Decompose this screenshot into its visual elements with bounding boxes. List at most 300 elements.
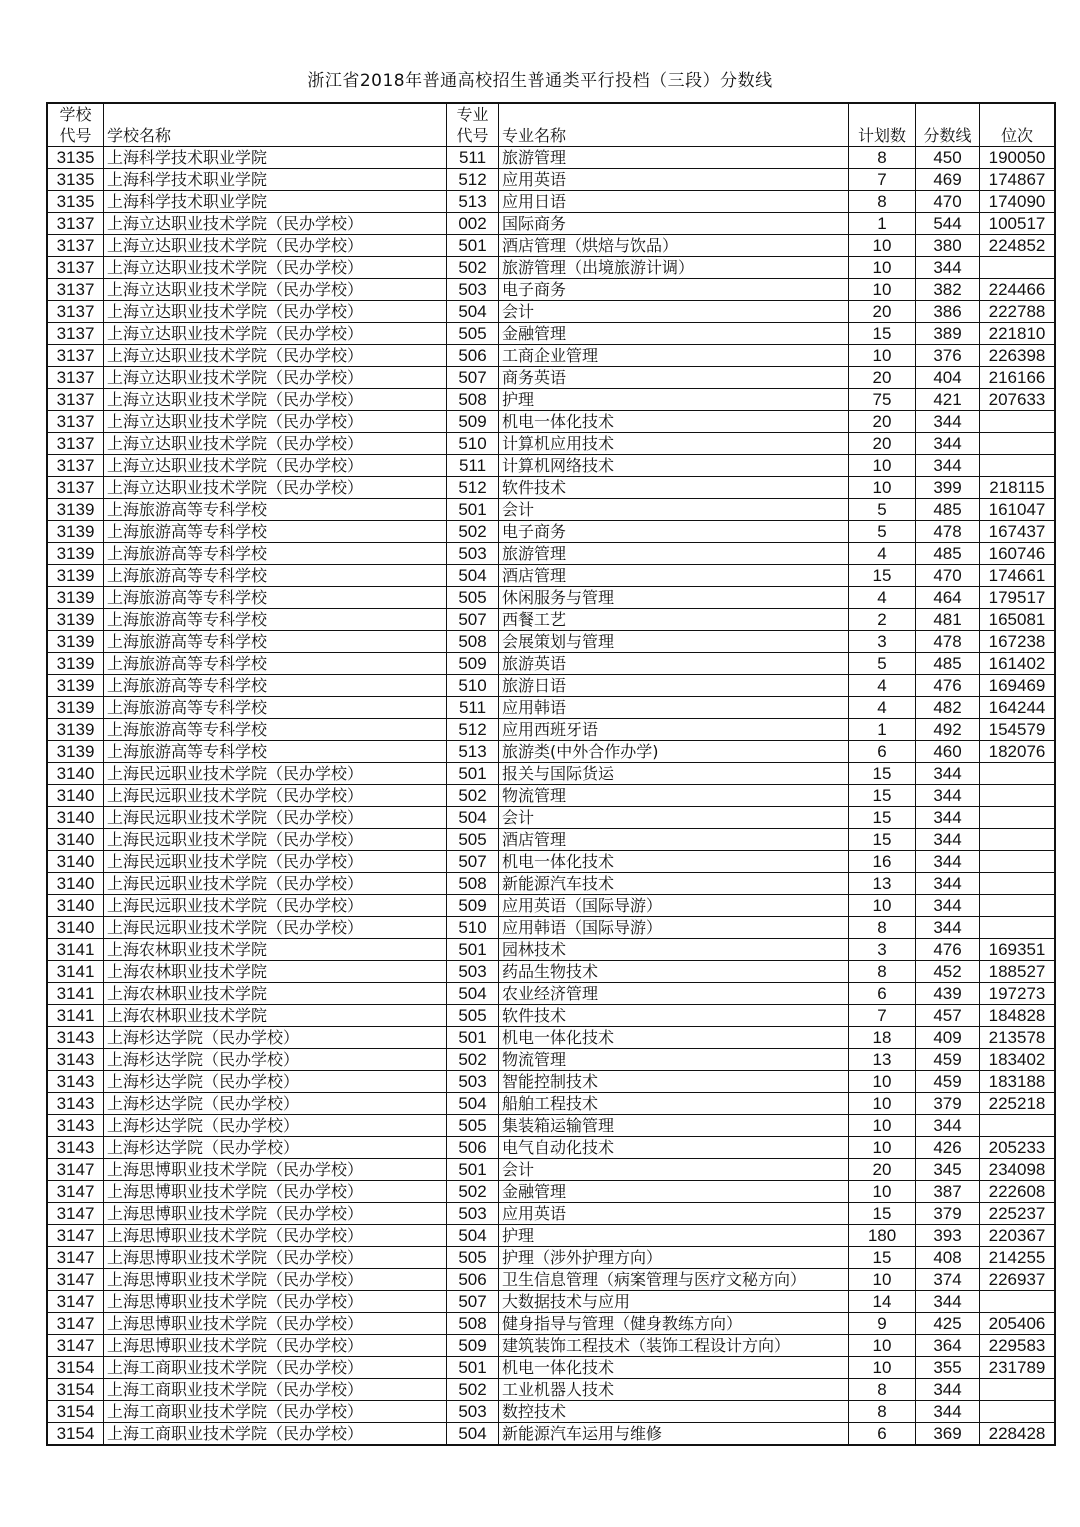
rank-cell [980,1379,1056,1401]
plan-count-cell: 6 [849,741,916,763]
school-name-cell: 上海杉达学院（民办学校） [104,1027,447,1049]
score-line-cell: 485 [916,543,980,565]
major-code-cell: 502 [447,1181,499,1203]
score-line-cell: 344 [916,1401,980,1423]
plan-count-cell: 15 [849,807,916,829]
plan-count-cell: 3 [849,631,916,653]
school-code-cell: 3141 [47,1005,104,1027]
major-code-cell: 510 [447,675,499,697]
major-code-cell: 503 [447,279,499,301]
score-line-cell: 369 [916,1423,980,1446]
major-name-cell: 物流管理 [499,1049,849,1071]
school-name-cell: 上海民远职业技术学院（民办学校） [104,851,447,873]
score-line-cell: 478 [916,631,980,653]
school-code-cell: 3140 [47,763,104,785]
plan-count-cell: 8 [849,147,916,169]
school-name-cell: 上海思博职业技术学院（民办学校） [104,1247,447,1269]
school-name-cell: 上海旅游高等专科学校 [104,521,447,543]
rank-cell: 188527 [980,961,1056,983]
rank-cell: 214255 [980,1247,1056,1269]
major-code-cell: 509 [447,1335,499,1357]
rank-cell: 216166 [980,367,1056,389]
plan-count-cell: 15 [849,323,916,345]
table-row [47,169,1055,191]
school-name-cell: 上海科学技术职业学院 [104,191,447,213]
rank-cell: 169351 [980,939,1056,961]
rank-cell [980,807,1056,829]
school-name-cell: 上海旅游高等专科学校 [104,543,447,565]
score-line-cell: 460 [916,741,980,763]
rank-cell: 100517 [980,213,1056,235]
header-major-code-line1: 专业 [456,105,489,124]
score-line-cell: 344 [916,807,980,829]
school-name-cell: 上海民远职业技术学院（民办学校） [104,763,447,785]
school-name-cell: 上海立达职业技术学院（民办学校） [104,323,447,345]
school-code-cell: 3143 [47,1049,104,1071]
school-name-cell: 上海立达职业技术学院（民办学校） [104,477,447,499]
plan-count-cell: 9 [849,1313,916,1335]
school-name-cell: 上海工商职业技术学院（民办学校） [104,1357,447,1379]
rank-cell: 165081 [980,609,1056,631]
table-row [47,1225,1055,1247]
major-code-cell: 501 [447,235,499,257]
table-row [47,191,1055,213]
school-name-cell: 上海立达职业技术学院（民办学校） [104,433,447,455]
rank-cell [980,1401,1056,1423]
major-name-cell: 物流管理 [499,785,849,807]
school-code-cell: 3147 [47,1247,104,1269]
major-code-cell: 505 [447,1115,499,1137]
header-plan: 计划数 [849,103,916,147]
rank-cell: 225237 [980,1203,1056,1225]
score-line-cell: 476 [916,939,980,961]
school-code-cell: 3147 [47,1291,104,1313]
header-school-code-line2: 代号 [59,126,92,145]
major-code-cell: 511 [447,697,499,719]
table-row [47,411,1055,433]
rank-cell: 160746 [980,543,1056,565]
major-name-cell: 旅游管理（出境旅游计调） [499,257,849,279]
school-name-cell: 上海杉达学院（民办学校） [104,1049,447,1071]
score-line-cell: 485 [916,653,980,675]
score-line-cell: 386 [916,301,980,323]
header-major-code [447,103,499,147]
major-name-cell: 机电一体化技术 [499,1027,849,1049]
major-code-cell: 512 [447,719,499,741]
table-row [47,807,1055,829]
major-name-cell: 酒店管理 [499,829,849,851]
school-code-cell: 3137 [47,367,104,389]
school-code-cell: 3143 [47,1071,104,1093]
rank-cell: 228428 [980,1423,1056,1446]
school-code-cell: 3137 [47,301,104,323]
major-name-cell: 应用日语 [499,191,849,213]
major-name-cell: 旅游英语 [499,653,849,675]
school-code-cell: 3137 [47,389,104,411]
plan-count-cell: 15 [849,785,916,807]
rank-cell: 229583 [980,1335,1056,1357]
major-name-cell: 智能控制技术 [499,1071,849,1093]
major-name-cell: 金融管理 [499,1181,849,1203]
school-name-cell: 上海旅游高等专科学校 [104,499,447,521]
major-code-cell: 505 [447,587,499,609]
school-name-cell: 上海民远职业技术学院（民办学校） [104,917,447,939]
table-row [47,279,1055,301]
score-line-cell: 344 [916,851,980,873]
plan-count-cell: 10 [849,1181,916,1203]
school-name-cell: 上海杉达学院（民办学校） [104,1071,447,1093]
school-code-cell: 3137 [47,257,104,279]
school-name-cell: 上海思博职业技术学院（民办学校） [104,1181,447,1203]
school-code-cell: 3140 [47,785,104,807]
table-row [47,1071,1055,1093]
table-row [47,477,1055,499]
table-row [47,653,1055,675]
major-name-cell: 旅游管理 [499,543,849,565]
school-code-cell: 3147 [47,1335,104,1357]
plan-count-cell: 75 [849,389,916,411]
major-code-cell: 501 [447,1357,499,1379]
school-name-cell: 上海农林职业技术学院 [104,939,447,961]
score-line-cell: 478 [916,521,980,543]
school-name-cell: 上海民远职业技术学院（民办学校） [104,873,447,895]
school-code-cell: 3139 [47,741,104,763]
plan-count-cell: 20 [849,1159,916,1181]
major-code-cell: 505 [447,1247,499,1269]
rank-cell [980,895,1056,917]
score-line-cell: 344 [916,1379,980,1401]
school-code-cell: 3143 [47,1115,104,1137]
major-name-cell: 园林技术 [499,939,849,961]
major-code-cell: 502 [447,1049,499,1071]
plan-count-cell: 20 [849,301,916,323]
plan-count-cell: 7 [849,1005,916,1027]
rank-cell [980,433,1056,455]
school-name-cell: 上海立达职业技术学院（民办学校） [104,279,447,301]
major-name-cell: 计算机应用技术 [499,433,849,455]
plan-count-cell: 10 [849,895,916,917]
school-code-cell: 3137 [47,455,104,477]
score-line-cell: 485 [916,499,980,521]
school-name-cell: 上海旅游高等专科学校 [104,587,447,609]
major-name-cell: 西餐工艺 [499,609,849,631]
major-name-cell: 国际商务 [499,213,849,235]
major-code-cell: 509 [447,895,499,917]
rank-cell: 226398 [980,345,1056,367]
table-row [47,1357,1055,1379]
plan-count-cell: 6 [849,1423,916,1446]
major-code-cell: 501 [447,1159,499,1181]
major-name-cell: 电子商务 [499,521,849,543]
score-line-cell: 481 [916,609,980,631]
school-code-cell: 3141 [47,983,104,1005]
plan-count-cell: 5 [849,499,916,521]
school-code-cell: 3137 [47,213,104,235]
major-code-cell: 508 [447,1313,499,1335]
school-name-cell: 上海工商职业技术学院（民办学校） [104,1379,447,1401]
table-row [47,1159,1055,1181]
school-name-cell: 上海杉达学院（民办学校） [104,1093,447,1115]
major-code-cell: 502 [447,521,499,543]
rank-cell: 164244 [980,697,1056,719]
plan-count-cell: 10 [849,477,916,499]
rank-cell: 234098 [980,1159,1056,1181]
rank-cell: 222608 [980,1181,1056,1203]
major-code-cell: 508 [447,389,499,411]
table-row [47,873,1055,895]
major-code-cell: 504 [447,983,499,1005]
table-row [47,543,1055,565]
school-name-cell: 上海思博职业技术学院（民办学校） [104,1159,447,1181]
score-line-cell: 425 [916,1313,980,1335]
plan-count-cell: 8 [849,191,916,213]
school-code-cell: 3147 [47,1181,104,1203]
school-name-cell: 上海思博职业技术学院（民办学校） [104,1225,447,1247]
rank-cell [980,257,1056,279]
table-row [47,1313,1055,1335]
school-name-cell: 上海立达职业技术学院（民办学校） [104,345,447,367]
table-row [47,1027,1055,1049]
major-code-cell: 506 [447,345,499,367]
major-code-cell: 512 [447,477,499,499]
plan-count-cell: 10 [849,1357,916,1379]
header-school-name: 学校名称 [104,103,447,147]
table-row [47,257,1055,279]
rank-cell [980,1115,1056,1137]
major-code-cell: 502 [447,785,499,807]
score-line-cell: 387 [916,1181,980,1203]
school-name-cell: 上海工商职业技术学院（民办学校） [104,1423,447,1446]
plan-count-cell: 15 [849,565,916,587]
table-row [47,631,1055,653]
rank-cell [980,917,1056,939]
plan-count-cell: 10 [849,455,916,477]
major-name-cell: 软件技术 [499,1005,849,1027]
score-line-cell: 355 [916,1357,980,1379]
plan-count-cell: 20 [849,433,916,455]
rank-cell: 205406 [980,1313,1056,1335]
major-name-cell: 休闲服务与管理 [499,587,849,609]
major-code-cell: 503 [447,1071,499,1093]
school-code-cell: 3137 [47,279,104,301]
table-header-row [47,103,1055,147]
rank-cell [980,1291,1056,1313]
school-name-cell: 上海旅游高等专科学校 [104,675,447,697]
plan-count-cell: 180 [849,1225,916,1247]
table-row [47,1115,1055,1137]
admission-score-table [46,102,1056,1446]
rank-cell [980,785,1056,807]
header-rank: 位次 [980,103,1056,147]
school-name-cell: 上海旅游高等专科学校 [104,741,447,763]
plan-count-cell: 5 [849,653,916,675]
score-line-cell: 389 [916,323,980,345]
major-name-cell: 会计 [499,301,849,323]
plan-count-cell: 10 [849,1115,916,1137]
score-line-cell: 404 [916,367,980,389]
plan-count-cell: 14 [849,1291,916,1313]
school-name-cell: 上海旅游高等专科学校 [104,609,447,631]
school-code-cell: 3137 [47,477,104,499]
school-code-cell: 3141 [47,939,104,961]
plan-count-cell: 13 [849,873,916,895]
score-line-cell: 459 [916,1071,980,1093]
table-row [47,301,1055,323]
school-name-cell: 上海民远职业技术学院（民办学校） [104,895,447,917]
table-row [47,1379,1055,1401]
rank-cell [980,411,1056,433]
major-code-cell: 501 [447,763,499,785]
plan-count-cell: 8 [849,917,916,939]
plan-count-cell: 20 [849,411,916,433]
score-line-cell: 344 [916,455,980,477]
major-code-cell: 507 [447,1291,499,1313]
major-code-cell: 507 [447,609,499,631]
rank-cell [980,873,1056,895]
major-code-cell: 504 [447,1225,499,1247]
score-line-cell: 344 [916,785,980,807]
school-name-cell: 上海农林职业技术学院 [104,1005,447,1027]
plan-count-cell: 1 [849,719,916,741]
plan-count-cell: 10 [849,235,916,257]
major-code-cell: 002 [447,213,499,235]
school-name-cell: 上海立达职业技术学院（民办学校） [104,257,447,279]
school-code-cell: 3154 [47,1401,104,1423]
school-code-cell: 3139 [47,565,104,587]
table-row [47,675,1055,697]
plan-count-cell: 8 [849,1379,916,1401]
major-code-cell: 510 [447,433,499,455]
table-row [47,521,1055,543]
school-code-cell: 3140 [47,873,104,895]
plan-count-cell: 18 [849,1027,916,1049]
header-major-name: 专业名称 [499,103,849,147]
score-line-cell: 421 [916,389,980,411]
major-name-cell: 应用英语（国际导游） [499,895,849,917]
major-code-cell: 503 [447,1401,499,1423]
school-code-cell: 3140 [47,895,104,917]
school-code-cell: 3140 [47,917,104,939]
school-code-cell: 3140 [47,851,104,873]
major-name-cell: 农业经济管理 [499,983,849,1005]
school-code-cell: 3147 [47,1225,104,1247]
plan-count-cell: 15 [849,1203,916,1225]
table-row [47,455,1055,477]
major-code-cell: 504 [447,301,499,323]
major-name-cell: 建筑装饰工程技术（装饰工程设计方向） [499,1335,849,1357]
school-code-cell: 3139 [47,719,104,741]
rank-cell: 161047 [980,499,1056,521]
score-line-cell: 399 [916,477,980,499]
plan-count-cell: 10 [849,1137,916,1159]
score-line-cell: 393 [916,1225,980,1247]
rank-cell: 207633 [980,389,1056,411]
major-name-cell: 电子商务 [499,279,849,301]
major-name-cell: 健身指导与管理（健身教练方向） [499,1313,849,1335]
school-code-cell: 3137 [47,433,104,455]
table-row [47,1423,1055,1446]
rank-cell: 224466 [980,279,1056,301]
plan-count-cell: 10 [849,345,916,367]
major-name-cell: 机电一体化技术 [499,851,849,873]
major-name-cell: 旅游类(中外合作办学) [499,741,849,763]
score-line-cell: 382 [916,279,980,301]
rank-cell: 167238 [980,631,1056,653]
major-name-cell: 旅游管理 [499,147,849,169]
score-line-cell: 374 [916,1269,980,1291]
score-line-cell: 482 [916,697,980,719]
score-line-cell: 344 [916,829,980,851]
table-row [47,1093,1055,1115]
major-code-cell: 507 [447,851,499,873]
major-code-cell: 501 [447,499,499,521]
major-code-cell: 503 [447,543,499,565]
rank-cell [980,829,1056,851]
plan-count-cell: 10 [849,1335,916,1357]
rank-cell: 220367 [980,1225,1056,1247]
major-name-cell: 工商企业管理 [499,345,849,367]
table-row [47,1203,1055,1225]
rank-cell: 184828 [980,1005,1056,1027]
major-code-cell: 504 [447,807,499,829]
plan-count-cell: 16 [849,851,916,873]
major-name-cell: 软件技术 [499,477,849,499]
table-row [47,433,1055,455]
table-row [47,565,1055,587]
school-code-cell: 3147 [47,1159,104,1181]
school-code-cell: 3139 [47,499,104,521]
school-name-cell: 上海旅游高等专科学校 [104,719,447,741]
major-code-cell: 513 [447,191,499,213]
school-code-cell: 3137 [47,345,104,367]
plan-count-cell: 8 [849,1401,916,1423]
school-code-cell: 3140 [47,829,104,851]
score-line-cell: 409 [916,1027,980,1049]
table-row [47,609,1055,631]
school-name-cell: 上海思博职业技术学院（民办学校） [104,1291,447,1313]
score-line-cell: 476 [916,675,980,697]
table-row [47,1401,1055,1423]
major-name-cell: 应用英语 [499,169,849,191]
school-name-cell: 上海农林职业技术学院 [104,983,447,1005]
plan-count-cell: 8 [849,961,916,983]
school-name-cell: 上海思博职业技术学院（民办学校） [104,1335,447,1357]
school-code-cell: 3135 [47,147,104,169]
table-row [47,587,1055,609]
rank-cell: 174090 [980,191,1056,213]
rank-cell: 161402 [980,653,1056,675]
plan-count-cell: 4 [849,543,916,565]
score-line-cell: 439 [916,983,980,1005]
score-line-cell: 345 [916,1159,980,1181]
plan-count-cell: 20 [849,367,916,389]
table-row [47,1291,1055,1313]
major-name-cell: 卫生信息管理（病案管理与医疗文秘方向） [499,1269,849,1291]
school-code-cell: 3139 [47,653,104,675]
table-row [47,1049,1055,1071]
table-row [47,1247,1055,1269]
school-code-cell: 3143 [47,1093,104,1115]
major-code-cell: 506 [447,1137,499,1159]
table-row [47,939,1055,961]
school-code-cell: 3139 [47,697,104,719]
major-name-cell: 工业机器人技术 [499,1379,849,1401]
table-row [47,1137,1055,1159]
major-code-cell: 503 [447,961,499,983]
rank-cell: 174661 [980,565,1056,587]
major-name-cell: 报关与国际货运 [499,763,849,785]
rank-cell [980,763,1056,785]
